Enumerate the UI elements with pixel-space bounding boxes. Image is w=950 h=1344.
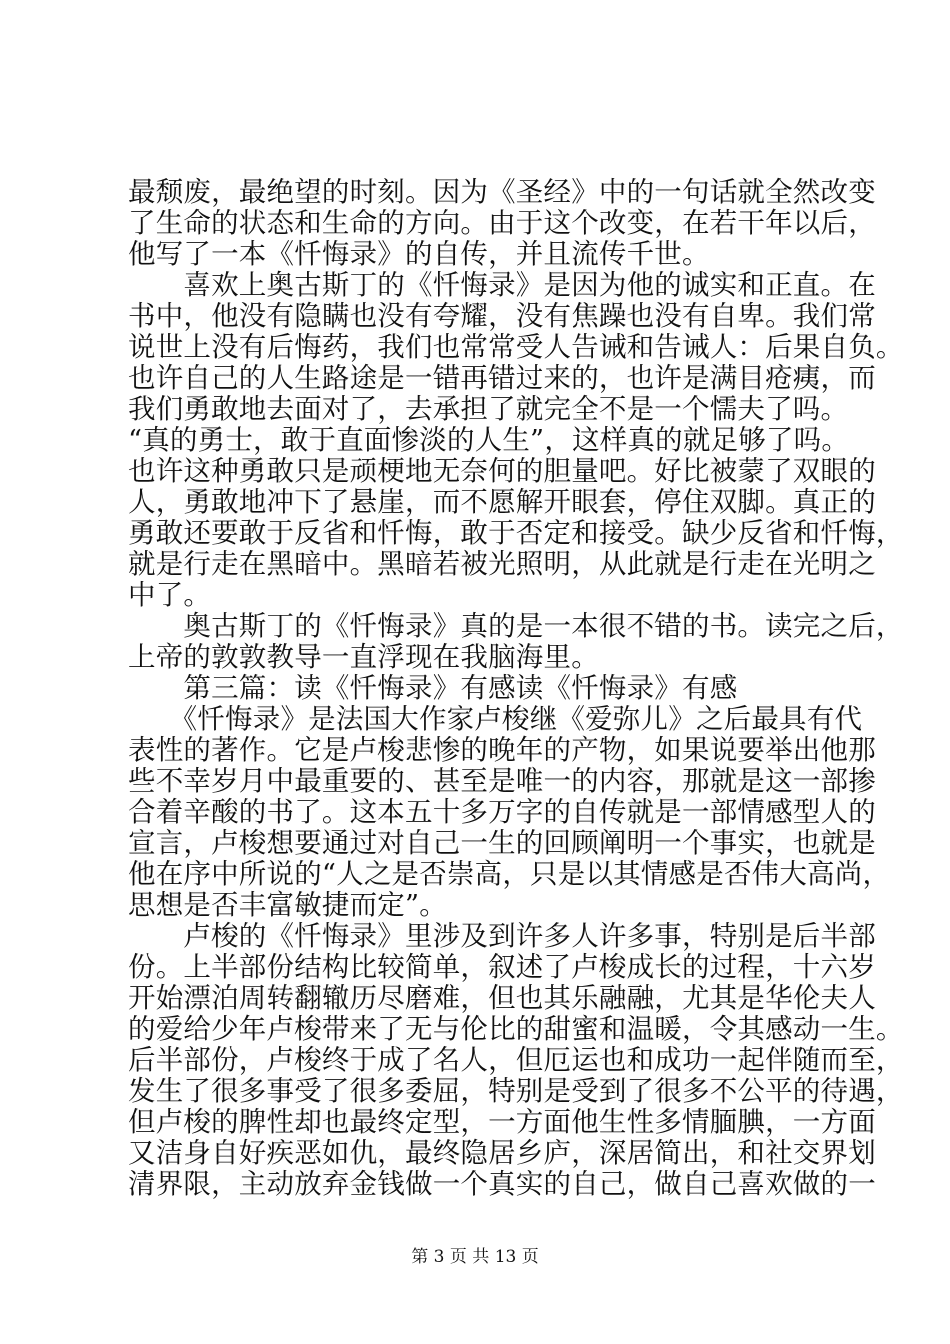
text-line: 又洁身自好疾恶如仇，最终隐居乡庐，深居简出，和社交界划: [128, 1137, 876, 1169]
text-line: 他写了一本《忏悔录》的自传，并且流传千世。: [128, 238, 710, 270]
text-line: 说世上没有后悔药，我们也常常受人告诫和告诫人：后果自负。: [128, 331, 904, 363]
text-line: 开始漂泊周转翻辙历尽磨难，但也其乐融融，尤其是华伦夫人: [128, 982, 876, 1014]
body-text: [128, 176, 904, 1200]
text-line: 思想是否丰富敏捷而定”。: [128, 889, 447, 921]
text-line: 就是行走在黑暗中。黑暗若被光照明，从此就是行走在光明之: [128, 548, 876, 580]
text-line: 书中，他没有隐瞒也没有夸耀，没有焦躁也没有自卑。我们常: [128, 300, 876, 332]
text-line: 上帝的敦敦教导一直浮现在我脑海里。: [128, 641, 599, 673]
text-line: 后半部份，卢梭终于成了名人，但厄运也和成功一起伴随而至，: [128, 1044, 904, 1076]
text-line: 了生命的状态和生命的方向。由于这个改变，在若干年以后，: [128, 207, 876, 239]
text-line: 勇敢还要敢于反省和忏悔，敢于否定和接受。缺少反省和忏悔，: [128, 517, 904, 549]
page-number: 第 3 页 共 13 页: [411, 1247, 539, 1267]
text-line: 表性的著作。它是卢梭悲惨的晚年的产物，如果说要举出他那: [128, 734, 876, 766]
text-line: 合着辛酸的书了。这本五十多万字的自传就是一部情感型人的: [128, 796, 876, 828]
text-line: 《忏悔录》是法国大作家卢梭继《爱弥儿》之后最具有代: [128, 703, 863, 735]
page-footer: [0, 1242, 950, 1267]
text-line: 喜欢上奥古斯丁的《忏悔录》是因为他的诚实和正直。在: [128, 269, 876, 301]
text-line: 的爱给少年卢梭带来了无与伦比的甜蜜和温暖，令其感动一生。: [128, 1013, 904, 1045]
section-heading: 第三篇：读《忏悔录》有感读《忏悔录》有感: [128, 672, 738, 704]
text-line: 些不幸岁月中最重要的、甚至是唯一的内容，那就是这一部掺: [128, 765, 876, 797]
text-line: 他在序中所说的“人之是否崇高，只是以其情感是否伟大高尚，: [128, 858, 891, 890]
text-line: 最颓废，最绝望的时刻。因为《圣经》中的一句话就全然改变: [128, 176, 876, 208]
text-line: “真的勇士，敢于直面惨淡的人生”，这样真的就足够了吗。: [128, 424, 850, 456]
text-line: 中了。: [128, 579, 212, 611]
text-line: 奥古斯丁的《忏悔录》真的是一本很不错的书。读完之后，: [128, 610, 904, 642]
text-line: 但卢梭的脾性却也最终定型，一方面他生性多情腼腆，一方面: [128, 1106, 876, 1138]
text-line: 份。上半部份结构比较简单，叙述了卢梭成长的过程，十六岁: [128, 951, 876, 983]
text-line: 宣言，卢梭想要通过对自己一生的回顾阐明一个事实，也就是: [128, 827, 876, 859]
text-line: 也许这种勇敢只是顽梗地无奈何的胆量吧。好比被蒙了双眼的: [128, 455, 876, 487]
text-line: 发生了很多事受了很多委屈，特别是受到了很多不公平的待遇，: [128, 1075, 904, 1107]
text-line: 也许自己的人生路途是一错再错过来的，也许是满目疮痍，而: [128, 362, 876, 394]
text-line: 清界限，主动放弃金钱做一个真实的自己，做自己喜欢做的一: [128, 1168, 876, 1200]
text-line: 我们勇敢地去面对了，去承担了就完全不是一个懦夫了吗。: [128, 393, 849, 425]
text-line: 人，勇敢地冲下了悬崖，而不愿解开眼套，停住双脚。真正的: [128, 486, 876, 518]
text-line: 卢梭的《忏悔录》里涉及到许多人许多事，特别是后半部: [128, 920, 876, 952]
